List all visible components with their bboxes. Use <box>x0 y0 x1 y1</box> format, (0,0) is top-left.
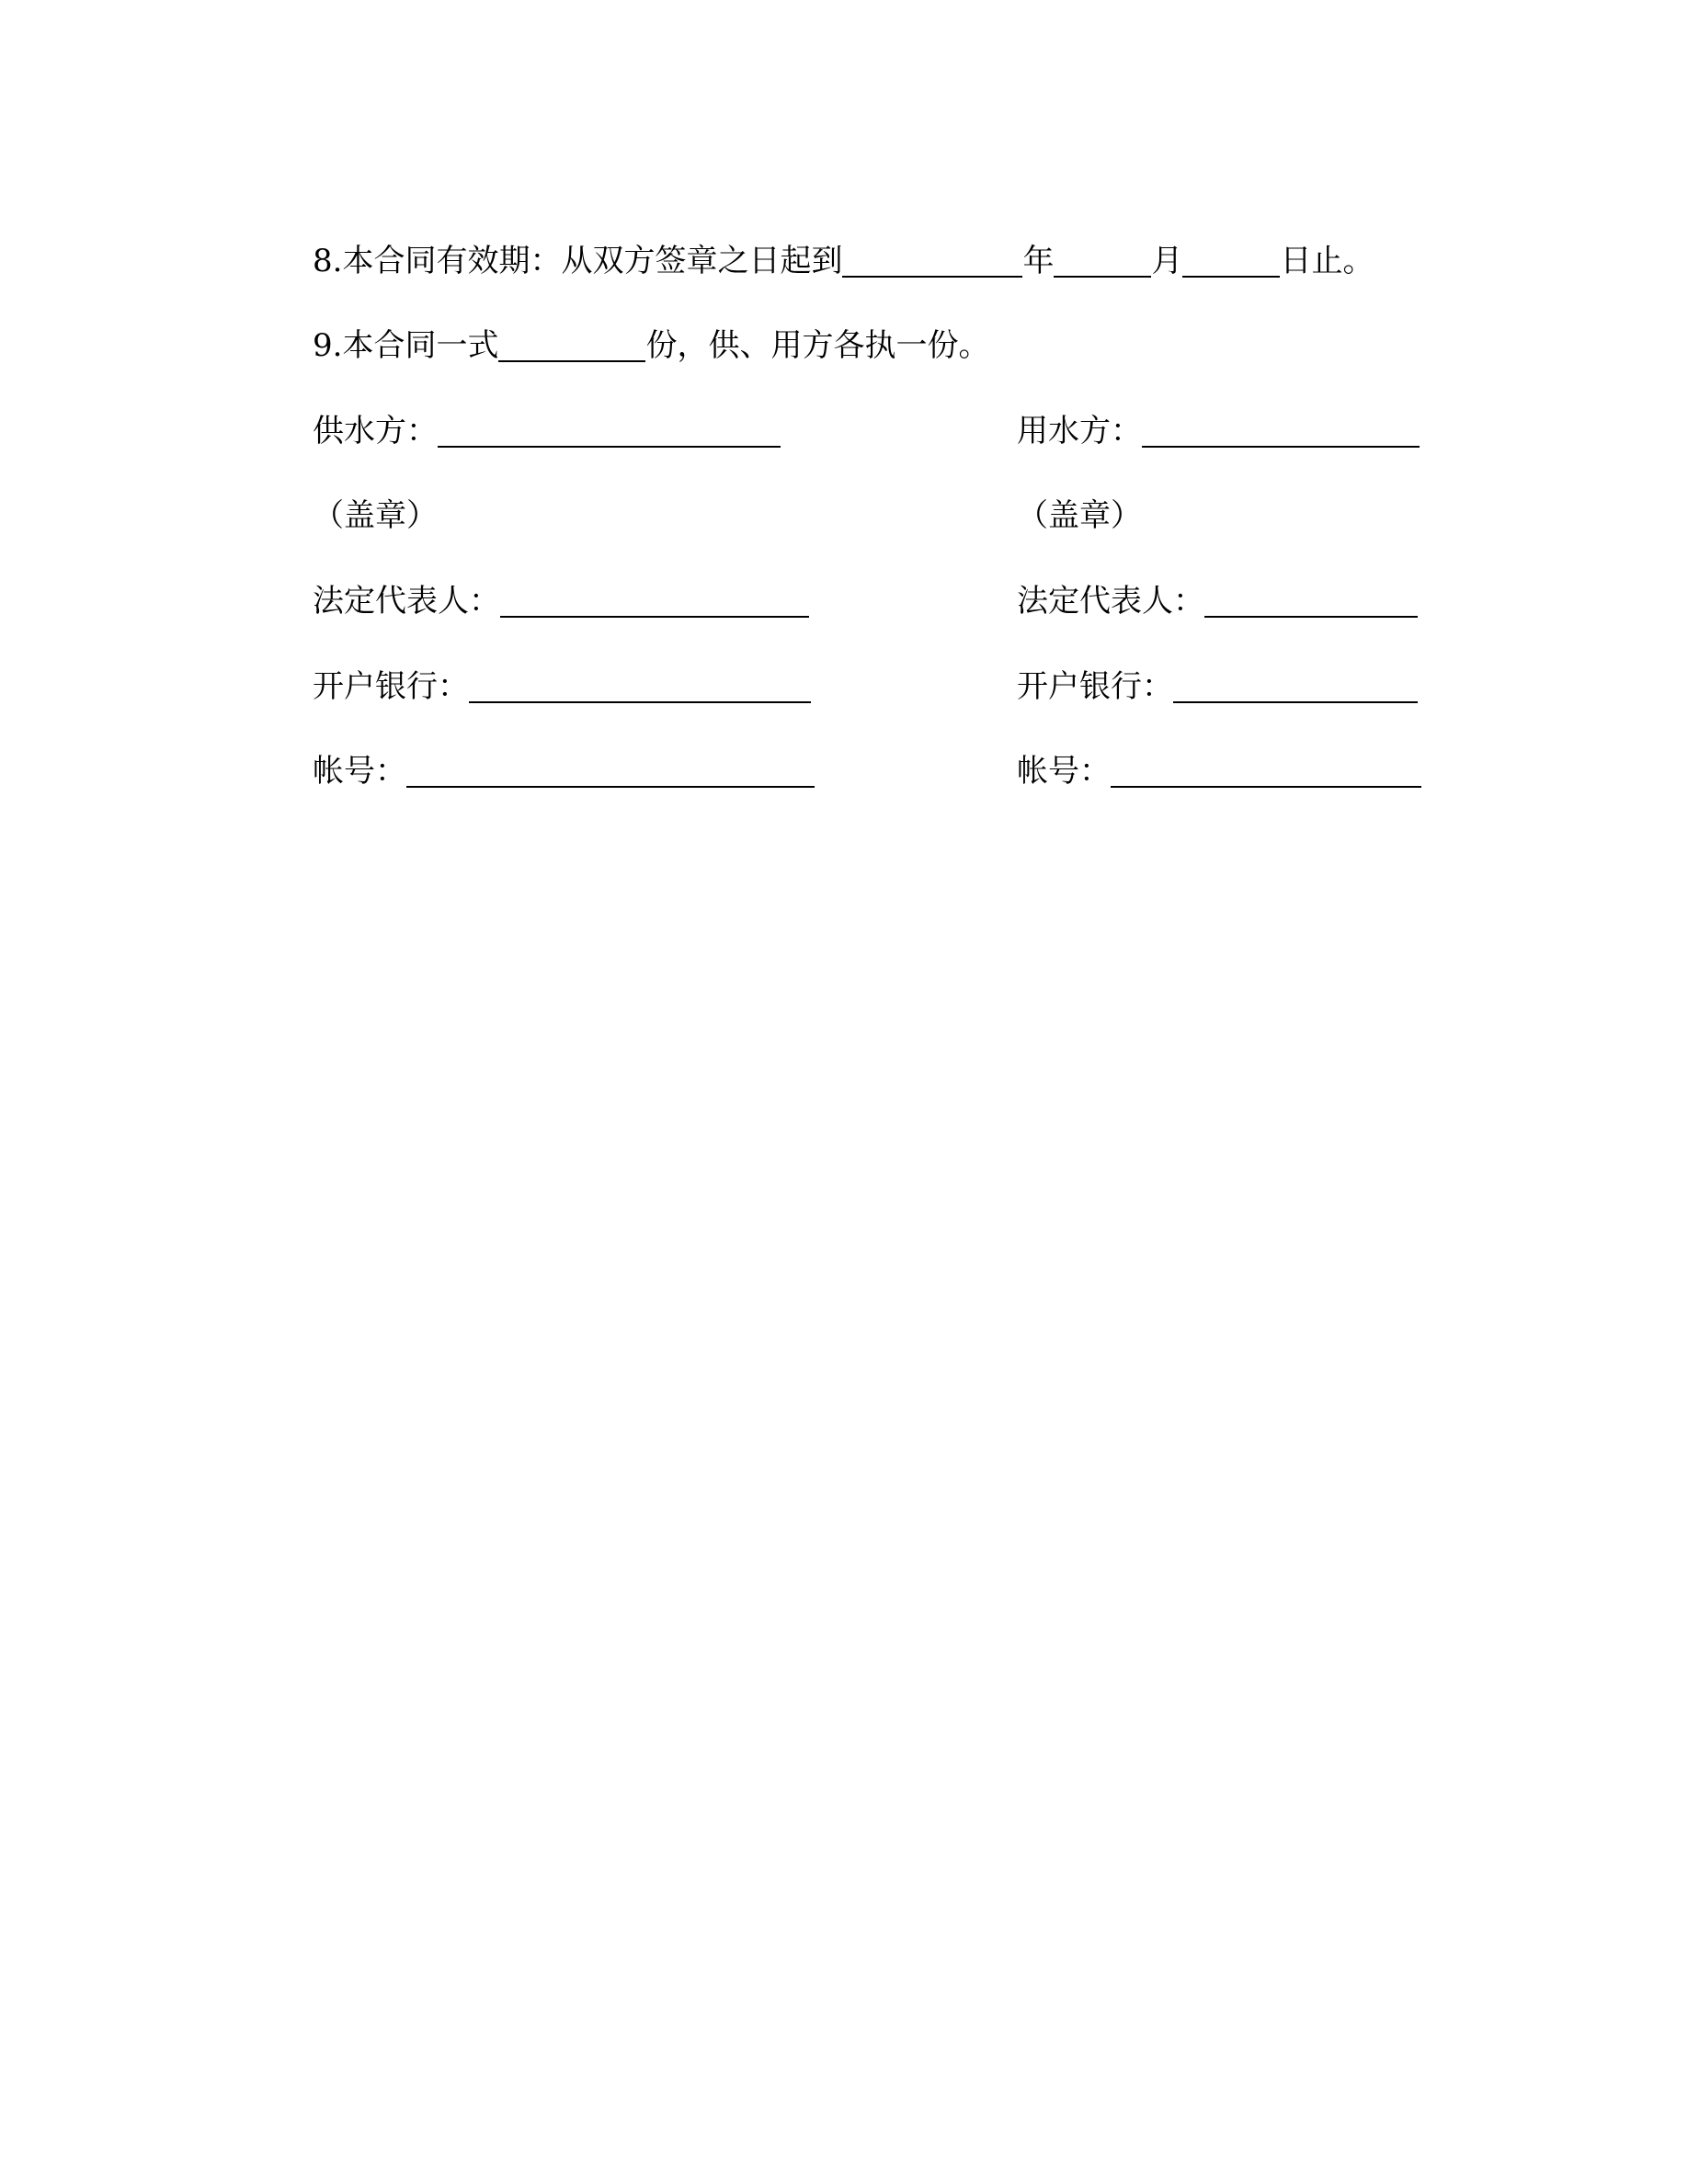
clause-8 <box>313 241 1374 281</box>
clause-9 <box>313 325 989 366</box>
consumer-rep-row <box>1017 581 1418 621</box>
supplier-account-label: 帐号： <box>313 753 406 790</box>
supplier-seal-label: （盖章） <box>313 497 438 534</box>
supplier-party-field[interactable] <box>438 415 781 448</box>
supplier-rep-field[interactable] <box>500 585 809 618</box>
clause-8-day-end: 日止。 <box>1280 243 1374 279</box>
consumer-bank-label: 开户银行： <box>1017 668 1173 705</box>
expiry-day-blank[interactable] <box>1182 245 1280 278</box>
consumer-account-field[interactable] <box>1111 755 1421 788</box>
supplier-bank-row <box>313 666 811 707</box>
consumer-account-row <box>1017 751 1421 791</box>
supplier-bank-field[interactable] <box>469 670 811 703</box>
supplier-party-label: 供水方： <box>313 413 438 449</box>
supplier-rep-row <box>313 581 809 621</box>
clause-8-month-label: 月 <box>1151 243 1183 279</box>
supplier-rep-label: 法定代表人： <box>313 583 500 620</box>
supplier-bank-label: 开户银行： <box>313 668 469 705</box>
consumer-rep-label: 法定代表人： <box>1017 583 1204 620</box>
consumer-party-label: 用水方： <box>1017 413 1142 449</box>
copies-count-blank[interactable] <box>498 329 645 362</box>
clause-9-suffix: 份，供、用方各执一份。 <box>645 327 990 364</box>
expiry-month-blank[interactable] <box>1054 245 1151 278</box>
expiry-year-blank[interactable] <box>842 245 1022 278</box>
supplier-party-row <box>313 411 781 451</box>
supplier-seal-row <box>313 495 438 536</box>
consumer-seal-row <box>1017 495 1142 536</box>
consumer-party-field[interactable] <box>1142 415 1420 448</box>
consumer-seal-label: （盖章） <box>1017 497 1142 534</box>
consumer-bank-field[interactable] <box>1173 670 1418 703</box>
clause-8-prefix: 8.本合同有效期：从双方签章之日起到 <box>313 243 843 279</box>
consumer-bank-row <box>1017 666 1418 707</box>
consumer-party-row <box>1017 411 1420 451</box>
clause-8-year-label: 年 <box>1022 243 1055 279</box>
supplier-account-row <box>313 751 815 791</box>
consumer-rep-field[interactable] <box>1204 585 1418 618</box>
consumer-account-label: 帐号： <box>1017 753 1111 790</box>
supplier-account-field[interactable] <box>406 755 815 788</box>
clause-9-prefix: 9.本合同一式 <box>313 327 499 364</box>
